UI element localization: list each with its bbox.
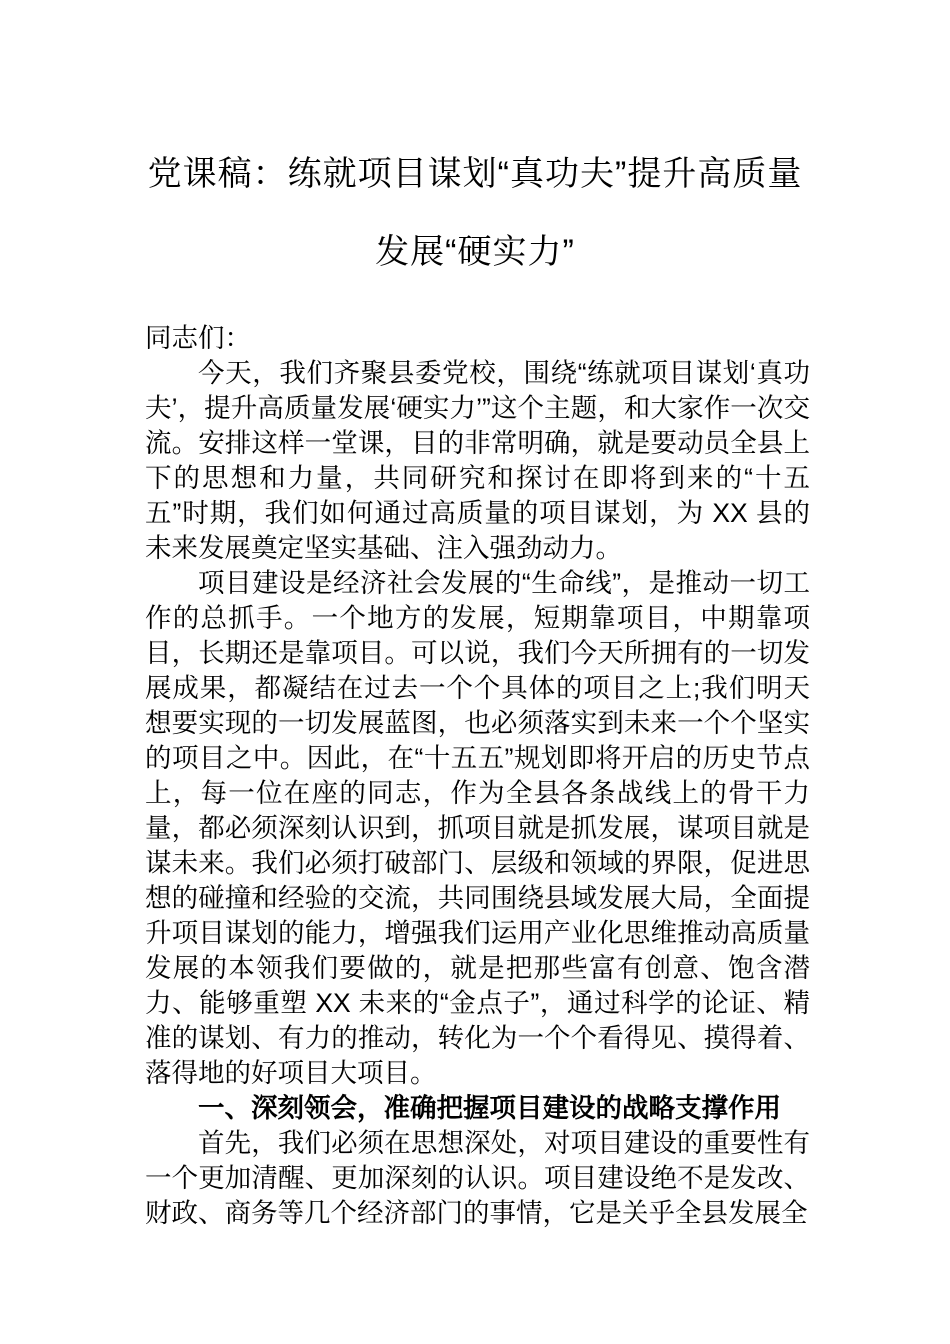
document-body <box>145 321 810 1231</box>
paragraph-section-1-body: 首先，我们必须在思想深处，对项目建设的重要性有一个更加清醒、更加深刻的认识。项目建设绝不是发改、财政、商务等几个经济部门的事情，它是关乎全县发展全 <box>145 1128 810 1228</box>
paragraph-project-lifeline: 项目建设是经济社会发展的“生命线”，是推动一切工作的总抓手。一个地方的发展，短期靠项目，中期靠项目，长期还是靠项目。可以说，我们今天所拥有的一切发展成果，都凝结在过去一个个具体的项目之上;我们明天想要实现的一切发展蓝图，也必须落实到未来一个个坚实的项目之中。因此，在“十五五”规划即将开启的历史节点上，每一位在座的同志，作为全县各条战线上的骨干力量，都必须深刻认识到，抓项目就是抓发展，谋项目就是谋未来。我们必须打破部门、层级和领域的界限，促进思想的碰撞和经验的交流，共同围绕县域发展大局，全面提升项目谋划的能力，增强我们运用产业化思维推动高质量发展的本领我们要做的，就是把那些富有创意、饱含潜力、能够重塑 XX 未来的“金点子”，通过科学的论证、精准的谋划、有力的推动，转化为一个个看得见、摸得着、落得地的好项目大项目。 <box>145 568 810 1088</box>
document-title-line-2: 发展“硬实力” <box>375 233 575 271</box>
document-title-line-1: 党课稿：练就项目谋划“真功夫”提升高质量 <box>147 155 803 193</box>
section-heading-1: 一、深刻领会，准确把握项目建设的战略支撑作用 <box>198 1093 781 1123</box>
salutation-line: 同志们： <box>145 323 251 353</box>
paragraph-intro: 今天，我们齐聚县委党校，围绕“练就项目谋划‘真功夫’，提升高质量发展‘硬实力’”这个主题，和大家作一次交流。安排这样一堂课，目的非常明确，就是要动员全县上下的思想和力量，共同研究和探讨在即将到来的“十五五”时期，我们如何通过高质量的项目谋划，为 XX 县的未来发展奠定坚实基础、注入强劲动力。 <box>145 358 810 563</box>
document-title <box>120 135 830 291</box>
